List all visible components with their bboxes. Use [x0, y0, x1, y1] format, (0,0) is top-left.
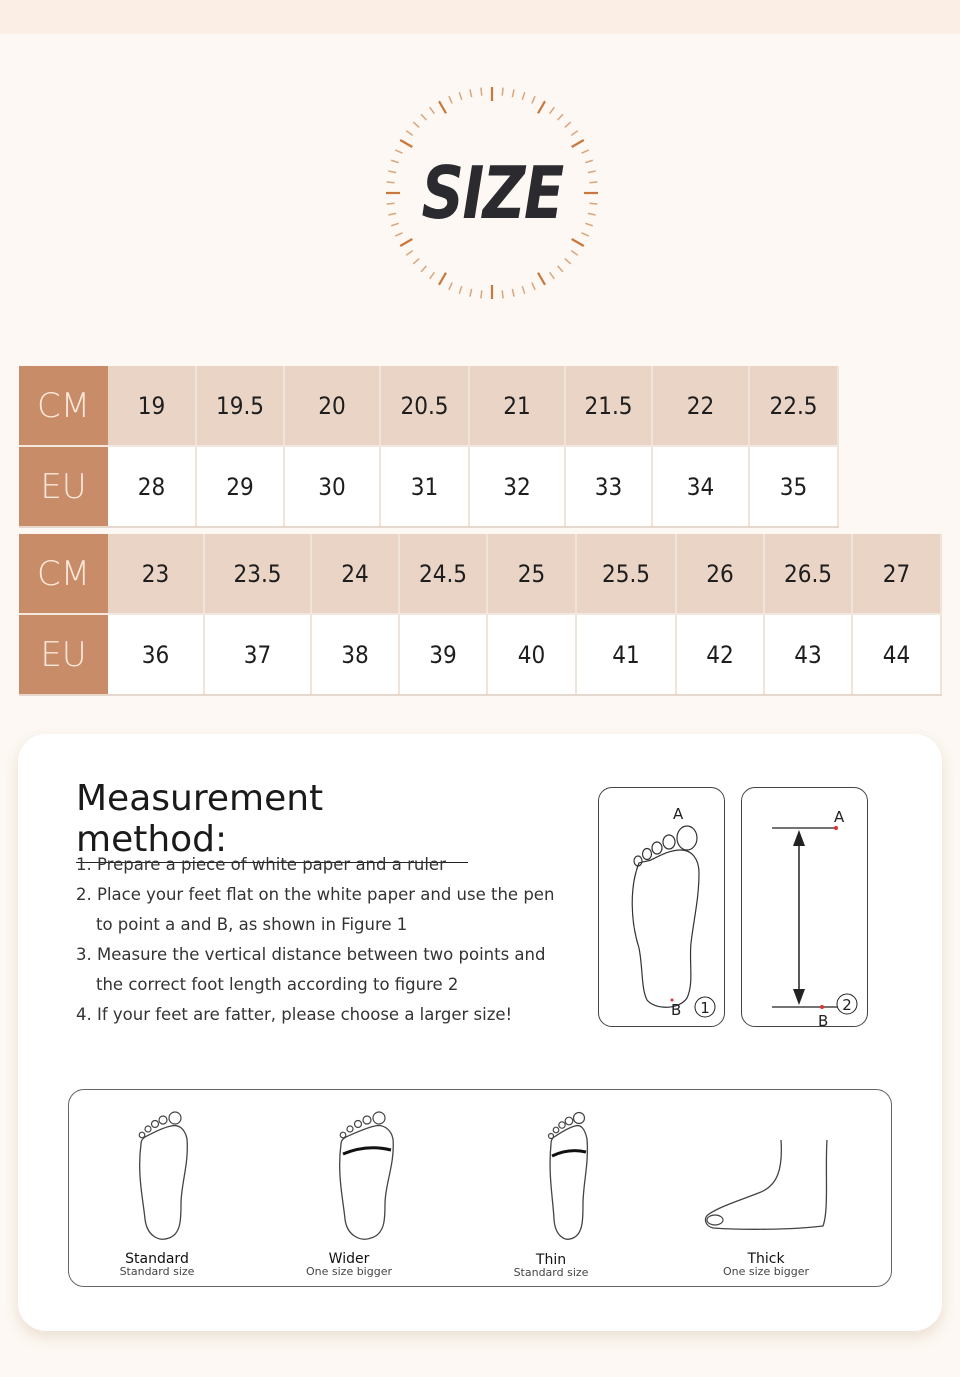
cm-cell: 19.5: [196, 366, 284, 446]
badge-tick: [585, 160, 593, 162]
measurement-card: [18, 734, 942, 1331]
foot-top-view-icon: [599, 788, 724, 1026]
eu-cell: 31: [380, 446, 469, 526]
standard-foot-icon: [129, 1104, 199, 1244]
size-table-1: [19, 366, 839, 526]
foot-type-thick: [686, 1252, 846, 1278]
eu-cell: 30: [284, 446, 380, 526]
cm-cell: 27: [852, 534, 941, 614]
eu-cell: 40: [487, 614, 576, 694]
badge-tick: [387, 203, 395, 204]
figure-number: 2: [842, 996, 852, 1014]
top-band: [0, 0, 960, 34]
figure-2: [741, 787, 868, 1027]
step-item: 3. Measure the vertical distance between two points and the correct foot length according to figure 2: [76, 945, 546, 994]
cm-cell: 21: [469, 366, 565, 446]
cm-cell: 20.5: [380, 366, 469, 446]
foot-type-note: One size bigger: [305, 1265, 392, 1278]
thick-foot-icon: [701, 1130, 831, 1240]
cm-cell: 22.5: [749, 366, 838, 446]
cm-row: [19, 534, 941, 614]
badge-tick: [388, 171, 396, 173]
foot-type-thin: [471, 1253, 631, 1279]
eu-cell: 36: [108, 614, 204, 694]
point-b-label: B: [671, 1001, 682, 1019]
badge-tick: [395, 233, 402, 236]
badge-tick: [582, 233, 589, 236]
eu-row: [19, 614, 941, 694]
step-item: 2. Place your feet flat on the white paper and use the pen to point a and B, as shown in Figure 1: [76, 885, 555, 934]
cm-cell: 24: [311, 534, 399, 614]
point-b-label: B: [818, 1012, 829, 1026]
figure-1: [598, 787, 725, 1027]
cm-cell: 19: [108, 366, 196, 446]
size-title: SIZE: [421, 151, 563, 235]
step-item: 4. If your feet are fatter, please choose a larger size!: [76, 1005, 513, 1024]
eu-cell: 29: [196, 446, 284, 526]
foot-type-note: One size bigger: [722, 1265, 809, 1278]
badge-tick: [589, 203, 597, 204]
badge-tick: [588, 213, 596, 215]
cm-label: CM: [19, 366, 108, 446]
step-item: 1. Prepare a piece of white paper and a ruler: [76, 855, 446, 874]
eu-cell: 37: [204, 614, 311, 694]
badge-tick: [585, 223, 593, 225]
eu-label: EU: [19, 446, 108, 526]
cm-cell: 25.5: [576, 534, 676, 614]
badge-tick: [391, 223, 399, 225]
eu-cell: 41: [576, 614, 676, 694]
cm-row: [19, 366, 838, 446]
badge-tick: [388, 213, 396, 215]
cm-cell: 26.5: [764, 534, 852, 614]
eu-cell: 35: [749, 446, 838, 526]
cm-label: CM: [19, 534, 108, 614]
eu-cell: 44: [852, 614, 941, 694]
cm-cell: 26: [676, 534, 764, 614]
measure-arrow-icon: [742, 788, 867, 1026]
badge-tick: [589, 182, 597, 183]
figure-number: 1: [700, 999, 710, 1017]
cm-cell: 22: [652, 366, 749, 446]
cm-cell: 20: [284, 366, 380, 446]
badge-tick: [387, 182, 395, 183]
point-a-label: A: [834, 808, 845, 826]
point-a-label: A: [673, 805, 684, 823]
eu-cell: 43: [764, 614, 852, 694]
eu-cell: 38: [311, 614, 399, 694]
cm-cell: 25: [487, 534, 576, 614]
thin-foot-icon: [539, 1104, 599, 1244]
foot-type-name: Thin: [535, 1252, 567, 1268]
eu-label: EU: [19, 614, 108, 694]
badge-tick: [582, 150, 589, 153]
size-table-2: [19, 534, 942, 694]
wider-foot-icon: [331, 1104, 401, 1244]
cm-cell: 24.5: [399, 534, 487, 614]
eu-cell: 32: [469, 446, 565, 526]
measurement-steps: [76, 850, 576, 1030]
eu-cell: 28: [108, 446, 196, 526]
eu-row: [19, 446, 838, 526]
eu-cell: 33: [565, 446, 652, 526]
foot-type-wider: [269, 1252, 429, 1278]
foot-type-name: Standard: [125, 1251, 189, 1267]
badge-tick: [588, 171, 596, 173]
eu-cell: 39: [399, 614, 487, 694]
foot-type-standard: [77, 1252, 237, 1278]
badge-tick: [395, 150, 402, 153]
measurement-title: Measurement method:: [76, 778, 468, 863]
eu-cell: 34: [652, 446, 749, 526]
cm-cell: 23: [108, 534, 204, 614]
eu-cell: 42: [676, 614, 764, 694]
foot-type-name: Thick: [747, 1251, 785, 1267]
cm-cell: 23.5: [204, 534, 311, 614]
foot-type-note: Standard size: [119, 1265, 195, 1278]
badge-tick: [391, 160, 399, 162]
cm-cell: 21.5: [565, 366, 652, 446]
foot-type-name: Wider: [328, 1251, 370, 1267]
foot-types-panel: [68, 1089, 892, 1287]
foot-type-note: Standard size: [513, 1266, 589, 1279]
